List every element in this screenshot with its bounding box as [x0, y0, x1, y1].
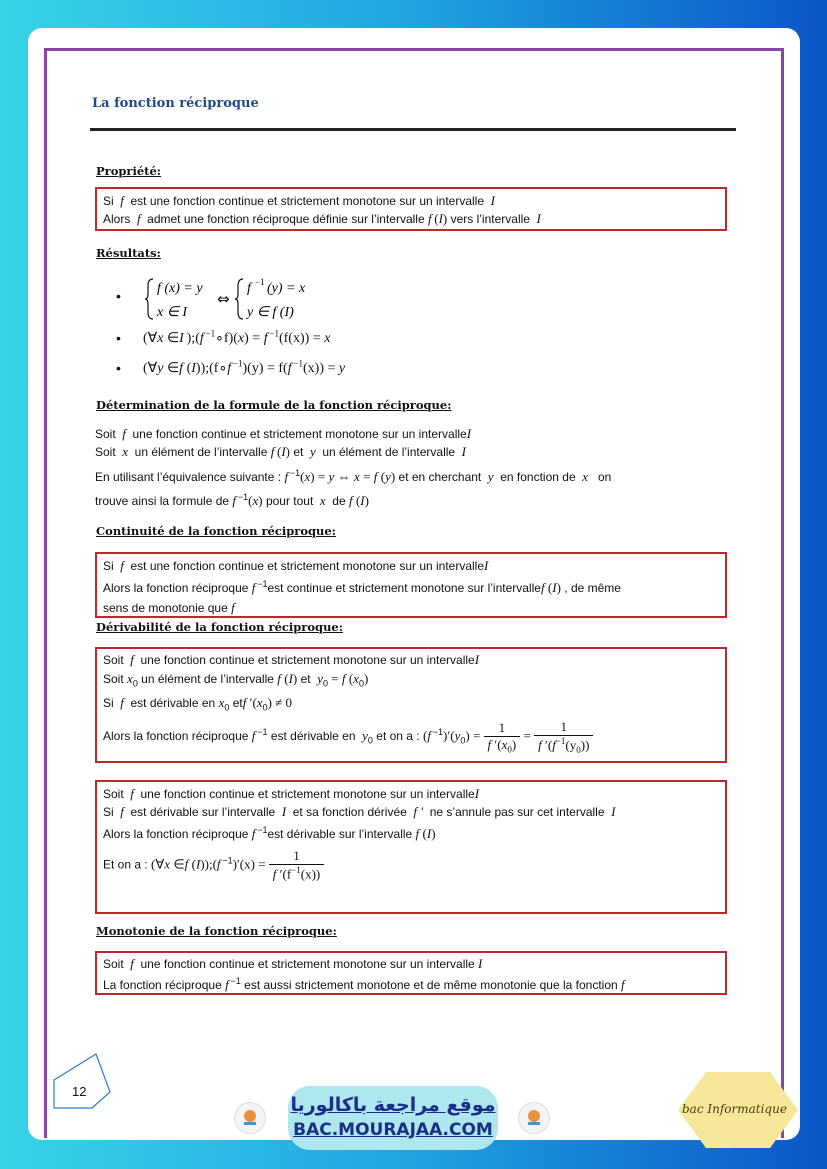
heading-derivabilite: Dérivabilité de la fonction réciproque:	[96, 620, 343, 634]
svg-text:⇔: ⇔	[217, 290, 230, 308]
determination-line-4: trouve ainsi la formule de f $^{-1}$(x) pour tout x de f (I)	[95, 492, 369, 508]
propriete-line-2: Alors f admet une fonction réciproque définie sur l’intervalle f (I) vers l’intervalle I	[103, 211, 541, 226]
monotonie-line-2: La fonction réciproque f $^{-1}$ est aussi strictement monotone et de même monotonie que la fonction f	[103, 976, 625, 992]
mourajaa-logo-icon	[518, 1102, 550, 1134]
box-derivabilite-intervalle	[95, 780, 727, 914]
formula-composition-1: (∀x ∈I );(f $^{-1}$∘f)(x) = f $^{-1}$(f(x)) = x	[143, 328, 331, 346]
continuite-line-3: sens de monotonie que f	[103, 600, 235, 615]
svg-text:−1: −1	[255, 277, 265, 287]
page-number-pentagon-icon	[52, 1052, 112, 1110]
derivabilite-line-3: Si f est dérivable en $x_0$ etf $'(x_0) \ne 0$	[103, 695, 293, 713]
svg-text:y ∈ f (I): y ∈ f (I)	[247, 305, 294, 320]
heading-propriete: Propriété:	[96, 164, 162, 178]
derivabilite2-line-1: Soit f une fonction continue et strictement monotone sur un intervalleI	[103, 786, 480, 801]
fraction-1: $\frac{1}{f '(x_0)}$	[484, 720, 521, 755]
determination-line-3: En utilisant l’équivalence suivante : f $^{-1}$(x) = y ⇔ x = f (y) et en cherchant y en fonction de x on	[95, 468, 612, 484]
box-continuite	[95, 552, 727, 618]
derivabilite-line-2: Soit $x_0$ un élément de l’intervalle f (I) et $y_0 = f$ $(x_0)$	[103, 671, 369, 689]
monotonie-line-1: Soit f une fonction continue et strictement monotone sur un intervalle I	[103, 956, 483, 971]
mourajaa-logo-icon	[234, 1102, 266, 1134]
title-rule	[90, 128, 736, 131]
formula-composition-2: (∀y ∈f (I));(f∘f $^{-1}$)(y) = f(f $^{-1}$(x)) = y	[143, 358, 346, 376]
svg-text:x ∈ I: x ∈ I	[157, 305, 188, 320]
badge-text: bac Informatique	[682, 1102, 787, 1116]
fraction-3: $\frac{1}{f '(f^{-1}(x))}$	[269, 848, 324, 882]
box-derivabilite-point	[95, 647, 727, 763]
formula-equivalence	[145, 276, 335, 327]
derivabilite-line-4: Alors la fonction réciproque f $^{-1}$ est dérivable en $y_0$ et on a : (f $^{-1})'(y_0)$ = $\frac{1}{f '(x_0)}$ = $\frac{1}{f '(f^{-1}(y_0))}$	[103, 719, 593, 755]
derivabilite2-line-3: Alors la fonction réciproque f $^{-1}$est dérivable sur l’intervalle f (I)	[103, 825, 436, 841]
determination-line-1: Soit f une fonction continue et strictement monotone sur un intervalleI	[95, 426, 472, 441]
propriete-line-1: Si f est une fonction continue et strictement monotone sur un intervalle I	[103, 193, 495, 208]
bullet-3: •	[116, 360, 121, 376]
heading-resultats: Résultats:	[96, 246, 161, 260]
determination-line-2: Soit x un élément de l’intervalle f (I) et y un élément de l’intervalle I	[95, 444, 467, 459]
site-arabic-title: موقع مراجعة باكالوريا	[290, 1094, 496, 1116]
svg-text:(y) = x: (y) = x	[267, 281, 306, 296]
page-number: 12	[72, 1084, 87, 1099]
heading-continuite: Continuité de la fonction réciproque:	[96, 524, 336, 538]
page-title: La fonction réciproque	[92, 96, 259, 111]
page-number-badge	[52, 1052, 112, 1110]
derivabilite2-line-4: Et on a : (∀x ∈f (I));(f $^{-1}$)′(x) = $\frac{1}{f '(f^{-1}(x))}$	[103, 848, 324, 882]
svg-text:f (x) = y: f (x) = y	[157, 281, 203, 296]
site-banner[interactable]	[288, 1086, 498, 1150]
svg-text:f: f	[247, 281, 251, 296]
bac-informatique-badge	[676, 1070, 800, 1150]
heading-monotonie: Monotonie de la fonction réciproque:	[96, 924, 337, 938]
derivabilite-line-1: Soit f une fonction continue et strictement monotone sur un intervalleI	[103, 652, 480, 667]
brace-system-svg	[145, 276, 335, 322]
box-propriete	[95, 187, 727, 231]
bullet-2: •	[116, 330, 121, 346]
box-monotonie	[95, 951, 727, 995]
fraction-2: $\frac{1}{f '(f^{-1}(y_0))}$	[534, 719, 593, 755]
continuite-line-2: Alors la fonction réciproque f $^{-1}$est continue et strictement monotone sur l’intervallef (I) , de même	[103, 579, 621, 595]
continuite-line-1: Si f est une fonction continue et strictement monotone sur un intervalleI	[103, 558, 489, 573]
bullet-1: •	[116, 288, 121, 304]
site-url-link[interactable]: BAC.MOURAJAA.COM	[293, 1120, 493, 1140]
heading-determination: Détermination de la formule de la fonction réciproque:	[96, 398, 452, 412]
derivabilite2-line-2: Si f est dérivable sur l’intervalle I et sa fonction dérivée f ′ ne s’annule pas sur cet intervalle I	[103, 804, 616, 819]
